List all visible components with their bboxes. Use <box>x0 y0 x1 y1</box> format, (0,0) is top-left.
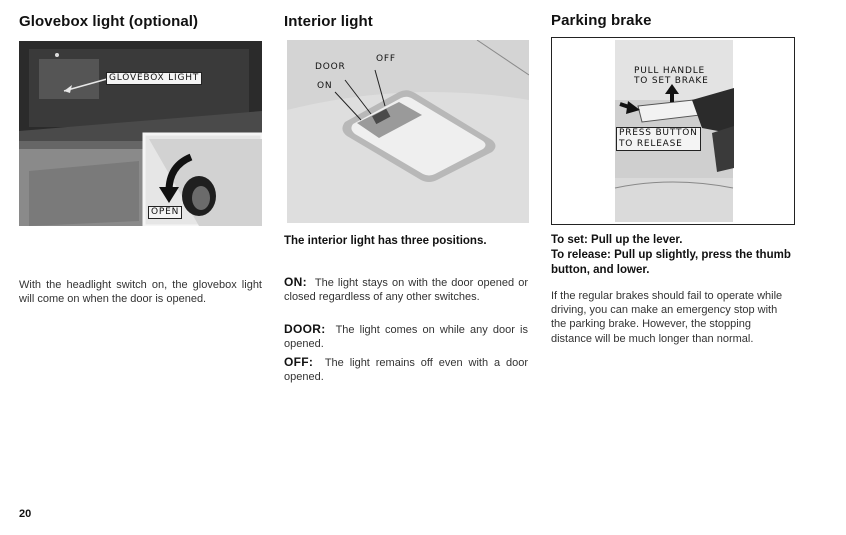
parking-caption-set: To set: Pull up the lever. <box>551 234 683 246</box>
item-term: ON: <box>284 275 307 289</box>
open-label: OPEN <box>148 206 182 219</box>
door-label: DOOR <box>315 62 346 72</box>
press-button-line1: PRESS BUTTON <box>619 128 698 138</box>
item-term: OFF: <box>284 355 314 369</box>
parking-title: Parking brake <box>551 12 652 29</box>
item-desc: The light stays on with the door opened or closed regardless of any other switches. <box>284 277 528 304</box>
item-desc: The light remains off even with a door opened. <box>284 357 529 384</box>
item-desc: The light comes on while any door is opened. <box>284 324 528 351</box>
glovebox-light-label: GLOVEBOX LIGHT <box>106 72 202 85</box>
interior-item-door <box>284 322 528 352</box>
parking-caption-release: To release: Pull up slightly, press the thumb button, and lower. <box>551 249 791 276</box>
parking-description: If the regular brakes should fail to operate while driving, you can make an emergency stop with the parking brake. However, the stopping distance will be much longer than normal. <box>551 290 783 345</box>
glovebox-description: With the headlight switch on, the glovebox light will come on when the door is opened. <box>19 279 262 306</box>
parking-photo <box>551 37 795 225</box>
glovebox-illustration <box>19 41 262 226</box>
interior-caption: The interior light has three positions. <box>284 235 487 247</box>
off-label: OFF <box>376 54 396 64</box>
glovebox-title: Glovebox light (optional) <box>19 13 199 30</box>
glovebox-photo <box>19 41 262 226</box>
interior-item-on <box>284 275 528 305</box>
set-brake-label: TO SET BRAKE <box>634 76 709 86</box>
on-label: ON <box>317 81 333 91</box>
interior-item-off <box>284 355 528 385</box>
press-button-line2: TO RELEASE <box>619 139 683 149</box>
press-button-label <box>616 127 701 151</box>
item-term: DOOR: <box>284 322 326 336</box>
interior-title: Interior light <box>284 13 373 30</box>
pull-handle-label: PULL HANDLE <box>634 66 705 76</box>
page-number: 20 <box>19 508 32 520</box>
interior-photo <box>287 40 529 223</box>
